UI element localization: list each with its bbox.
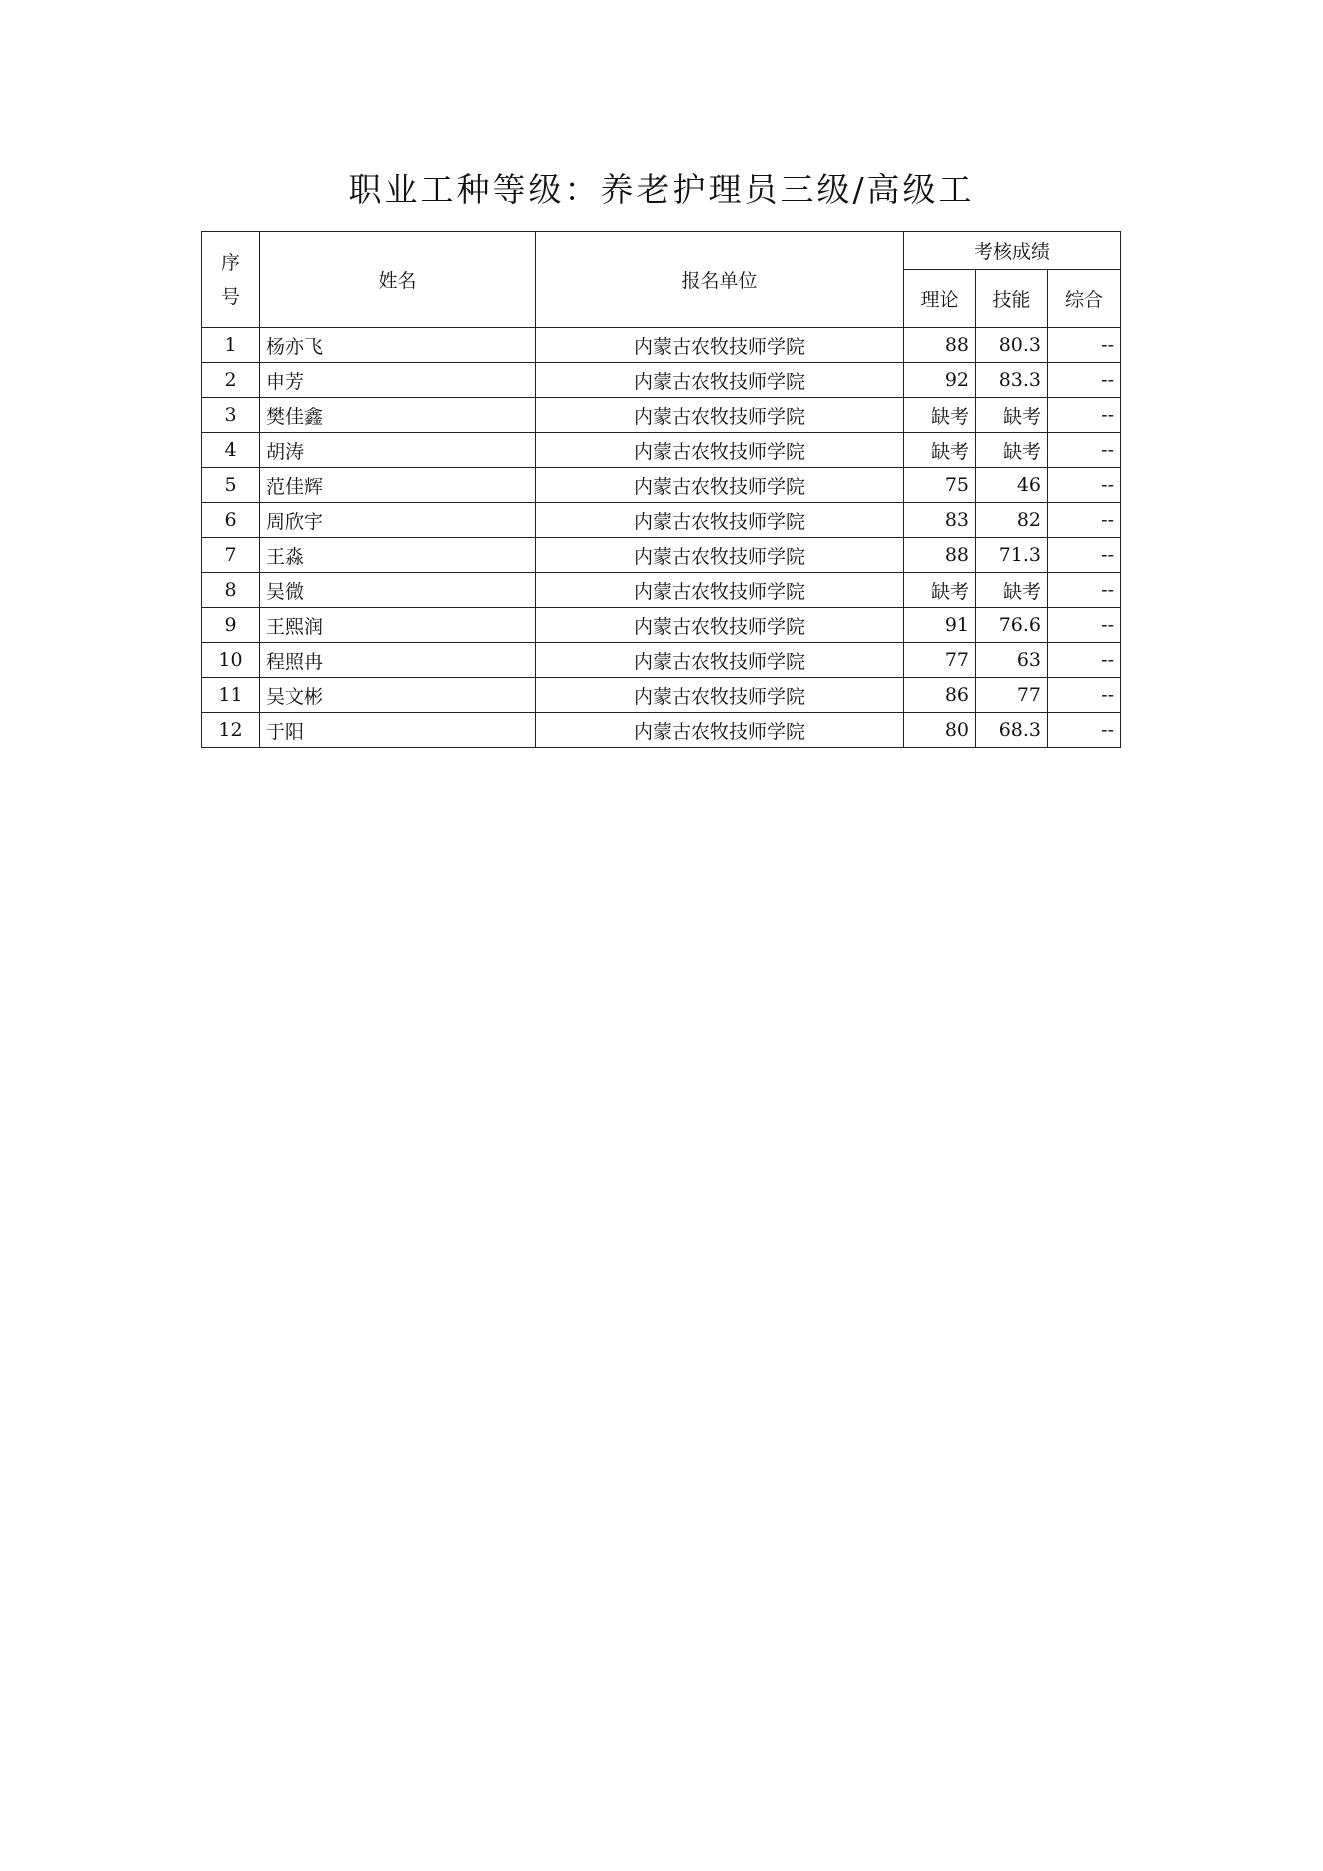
overall-cell: --: [1048, 328, 1121, 363]
seq-cell: 4: [202, 433, 260, 468]
overall-cell: --: [1048, 538, 1121, 573]
skill-cell: 76.6: [976, 608, 1048, 643]
overall-cell: --: [1048, 398, 1121, 433]
name-cell: 杨亦飞: [260, 328, 536, 363]
seq-header: [202, 232, 260, 328]
overall-cell: --: [1048, 643, 1121, 678]
unit-cell: 内蒙古农牧技师学院: [536, 608, 904, 643]
header-row-main: [202, 232, 1121, 270]
overall-cell: --: [1048, 503, 1121, 538]
seq-cell: 5: [202, 468, 260, 503]
table-row: [202, 433, 1121, 468]
name-cell: 申芳: [260, 363, 536, 398]
score-group-header: 考核成绩: [904, 232, 1121, 270]
overall-cell: --: [1048, 363, 1121, 398]
overall-cell: --: [1048, 433, 1121, 468]
seq-cell: 8: [202, 573, 260, 608]
theory-cell: 75: [904, 468, 976, 503]
overall-cell: --: [1048, 713, 1121, 748]
skill-cell: 80.3: [976, 328, 1048, 363]
skill-header: 技能: [976, 270, 1048, 328]
skill-cell: 83.3: [976, 363, 1048, 398]
table-row: [202, 643, 1121, 678]
table-row: [202, 503, 1121, 538]
table-row: [202, 468, 1121, 503]
theory-cell: 77: [904, 643, 976, 678]
skill-cell: 46: [976, 468, 1048, 503]
name-cell: 樊佳鑫: [260, 398, 536, 433]
theory-cell: 88: [904, 538, 976, 573]
unit-cell: 内蒙古农牧技师学院: [536, 713, 904, 748]
name-cell: 周欣宇: [260, 503, 536, 538]
theory-header: 理论: [904, 270, 976, 328]
skill-cell: 71.3: [976, 538, 1048, 573]
skill-cell: 82: [976, 503, 1048, 538]
skill-cell: 缺考: [976, 573, 1048, 608]
unit-cell: 内蒙古农牧技师学院: [536, 643, 904, 678]
seq-header-line2: 号: [220, 285, 240, 308]
name-cell: 于阳: [260, 713, 536, 748]
page-title: 职业工种等级：养老护理员三级/高级工: [348, 170, 975, 209]
unit-cell: 内蒙古农牧技师学院: [536, 433, 904, 468]
skill-cell: 68.3: [976, 713, 1048, 748]
theory-cell: 83: [904, 503, 976, 538]
table-row: [202, 328, 1121, 363]
overall-cell: --: [1048, 678, 1121, 713]
name-cell: 范佳辉: [260, 468, 536, 503]
theory-cell: 缺考: [904, 433, 976, 468]
unit-cell: 内蒙古农牧技师学院: [536, 573, 904, 608]
name-cell: 王熙润: [260, 608, 536, 643]
name-cell: 程照冉: [260, 643, 536, 678]
theory-cell: 80: [904, 713, 976, 748]
table-row: [202, 538, 1121, 573]
table-row: [202, 573, 1121, 608]
overall-cell: --: [1048, 608, 1121, 643]
table-row: [202, 608, 1121, 643]
unit-cell: 内蒙古农牧技师学院: [536, 363, 904, 398]
overall-cell: --: [1048, 573, 1121, 608]
table-row: [202, 398, 1121, 433]
unit-header: 报名单位: [536, 232, 904, 328]
unit-cell: 内蒙古农牧技师学院: [536, 503, 904, 538]
unit-cell: 内蒙古农牧技师学院: [536, 678, 904, 713]
theory-cell: 86: [904, 678, 976, 713]
name-cell: 吴文彬: [260, 678, 536, 713]
seq-cell: 2: [202, 363, 260, 398]
results-table: [201, 231, 1121, 748]
seq-cell: 9: [202, 608, 260, 643]
seq-cell: 11: [202, 678, 260, 713]
unit-cell: 内蒙古农牧技师学院: [536, 538, 904, 573]
unit-cell: 内蒙古农牧技师学院: [536, 328, 904, 363]
seq-header-line1: 序: [220, 251, 240, 274]
skill-cell: 77: [976, 678, 1048, 713]
name-cell: 胡涛: [260, 433, 536, 468]
seq-cell: 6: [202, 503, 260, 538]
theory-cell: 91: [904, 608, 976, 643]
overall-header: 综合: [1048, 270, 1121, 328]
skill-cell: 缺考: [976, 433, 1048, 468]
theory-cell: 缺考: [904, 398, 976, 433]
seq-cell: 1: [202, 328, 260, 363]
skill-cell: 63: [976, 643, 1048, 678]
seq-cell: 7: [202, 538, 260, 573]
theory-cell: 88: [904, 328, 976, 363]
seq-cell: 12: [202, 713, 260, 748]
skill-cell: 缺考: [976, 398, 1048, 433]
table-body: [202, 328, 1121, 748]
name-header: 姓名: [260, 232, 536, 328]
table-row: [202, 678, 1121, 713]
table-row: [202, 713, 1121, 748]
table-row: [202, 363, 1121, 398]
seq-cell: 10: [202, 643, 260, 678]
theory-cell: 92: [904, 363, 976, 398]
seq-cell: 3: [202, 398, 260, 433]
name-cell: 吴微: [260, 573, 536, 608]
theory-cell: 缺考: [904, 573, 976, 608]
overall-cell: --: [1048, 468, 1121, 503]
name-cell: 王淼: [260, 538, 536, 573]
unit-cell: 内蒙古农牧技师学院: [536, 398, 904, 433]
unit-cell: 内蒙古农牧技师学院: [536, 468, 904, 503]
